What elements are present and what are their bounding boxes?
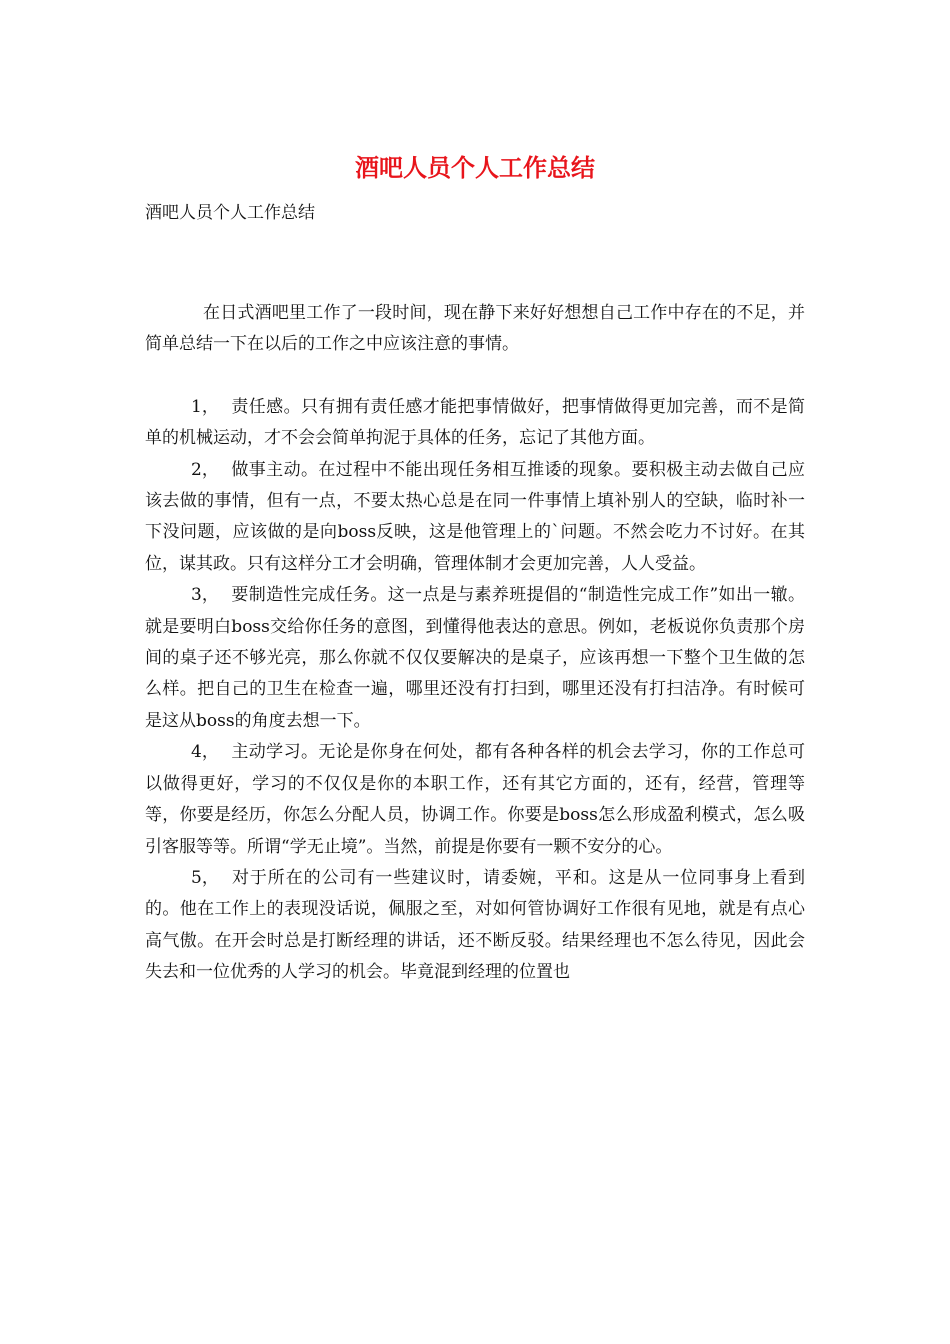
document-body [145, 298, 805, 989]
list-item-number: 2， [191, 459, 219, 480]
list-item-3 [145, 580, 805, 737]
document-subtitle: 酒吧人员个人工作总结 [145, 203, 315, 223]
list-item-text: 要制造性完成任务。这一点是与素养班提倡的“制造性完成工作”如出一辙。就是要明白boss交给你任务的意图，到懂得他表达的意思。例如，老板说你负责那个房间的桌子还不够光亮，那么你就不仅仅要解决的是桌子，应该再想一下整个卫生做的怎么样。把自己的卫生在检查一遍，哪里还没有打扫到，哪里还没有打扫洁净。有时候可是这从boss的角度去想一下。 [145, 585, 805, 731]
list-item-text: 做事主动。在过程中不能出现任务相互推诿的现象。要积极主动去做自己应该去做的事情，但有一点，不要太热心总是在同一件事情上填补别人的空缺，临时补一下没问题，应该做的是向boss反映，这是他管理上的`问题。不然会吃力不讨好。在其位，谋其政。只有这样分工才会明确，管理体制才会更加完善，人人受益。 [145, 459, 805, 574]
list-item-5 [145, 863, 805, 989]
list-item-1 [145, 392, 805, 455]
list-item-text: 对于所在的公司有一些建议时，请委婉，平和。这是从一位同事身上看到的。他在工作上的表现没话说，佩服之至，对如何管协调好工作很有见地，就是有点心高气傲。在开会时总是打断经理的讲话，还不断反驳。结果经理也不怎么待见，因此会失去和一位优秀的人学习的机会。毕竟混到经理的位置也 [145, 867, 805, 983]
list-item-number: 1， [191, 396, 219, 417]
list-item-2 [145, 455, 805, 581]
document-title: 酒吧人员个人工作总结 [355, 153, 595, 182]
list-item-text: 责任感。只有拥有责任感才能把事情做好，把事情做得更加完善，而不是简单的机械运动，才不会会简单拘泥于具体的任务，忘记了其他方面。 [145, 396, 805, 449]
list-item-number: 5， [191, 867, 219, 888]
intro-paragraph: 在日式酒吧里工作了一段时间，现在静下来好好想想自己工作中存在的不足，并简单总结一下在以后的工作之中应该注意的事情。 [145, 303, 805, 355]
list-item-number: 4， [191, 742, 219, 763]
list-item-number: 3， [191, 585, 219, 606]
list-item-text: 主动学习。无论是你身在何处，都有各种各样的机会去学习，你的工作总可以做得更好，学习的不仅仅是你的本职工作，还有其它方面的，还有，经营，管理等等，你要是经历，你怎么分配人员，协调工作。你要是boss怎么形成盈利模式，怎么吸引客服等等。所谓“学无止境”。当然，前提是你要有一颗不安分的心。 [145, 742, 805, 857]
list-item-4 [145, 737, 805, 863]
